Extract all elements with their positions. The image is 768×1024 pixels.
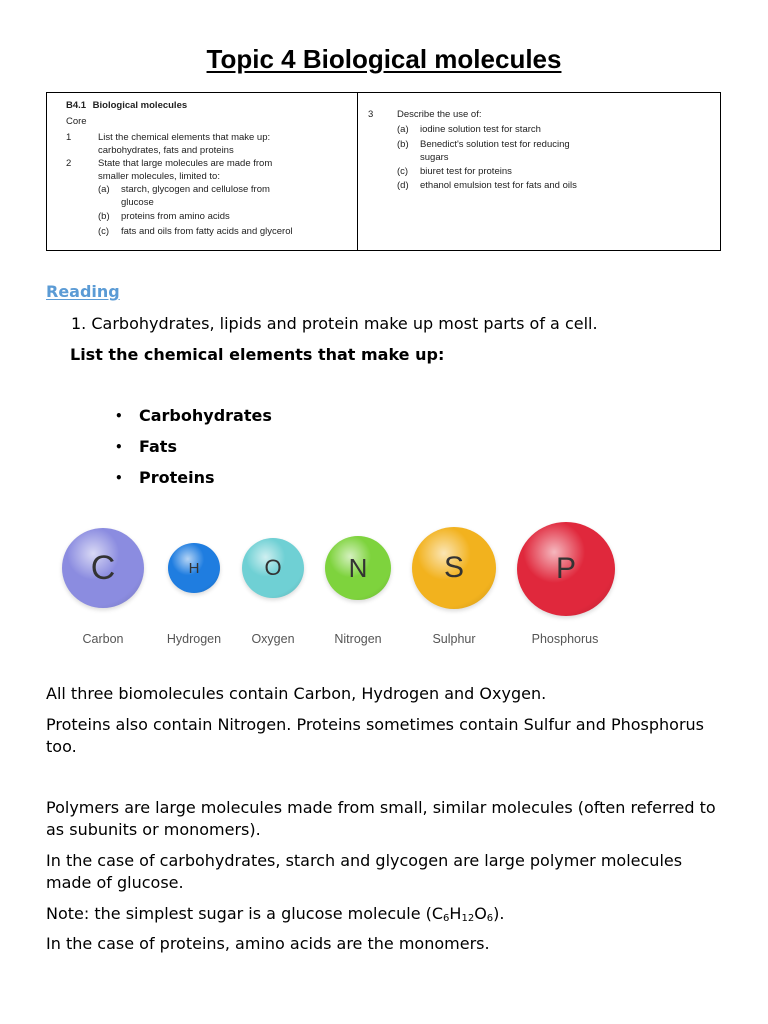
oxygen-label: Oxygen (251, 632, 295, 646)
phosphorus-atom-icon: P (517, 522, 615, 616)
syllabus-item: 3 Describe the use of: (368, 109, 482, 120)
syllabus-subitem: (c) biuret test for proteins (397, 166, 512, 177)
paragraph-glucose-note: Note: the simplest sugar is a glucose molecule $(C_6H_{12}O_6)$. (46, 904, 505, 924)
syllabus-heading (66, 100, 187, 111)
syllabus-table (46, 92, 721, 251)
hydrogen-atom-icon: H (168, 543, 220, 593)
list-item: • Fats (110, 435, 272, 466)
paragraph-biomolecules: All three biomolecules contain Carbon, Hydrogen and Oxygen. (46, 684, 547, 703)
carbon-atom-icon: C (62, 528, 144, 608)
list-heading: List the chemical elements that make up: (70, 345, 445, 364)
bullet-icon: • (115, 471, 123, 485)
syllabus-subitem: (c) fats and oils from fatty acids and glycerol (98, 226, 293, 237)
bullet-icon: • (115, 409, 123, 423)
question-1: 1. Carbohydrates, lipids and protein make up most parts of a cell. (71, 314, 598, 333)
paragraph-polymers: Polymers are large molecules made from small, similar molecules (often referred to as subunits or monomers). (46, 798, 716, 839)
syllabus-subitem: (a) starch, glycogen and cellulose from glucose (98, 184, 270, 208)
syllabus-subitem: (b) Benedict's solution test for reducing sugars (397, 139, 570, 163)
sulphur-atom-icon: S (412, 527, 496, 609)
paragraph-amino-acids: In the case of proteins, amino acids are the monomers. (46, 934, 490, 953)
syllabus-subitem: (d) ethanol emulsion test for fats and oils (397, 180, 577, 191)
syllabus-supplement-column (358, 93, 720, 250)
hydrogen-label: Hydrogen (166, 632, 222, 646)
syllabus-core-column (47, 93, 358, 250)
list-item: • Proteins (110, 466, 272, 497)
elements-figure (0, 515, 768, 655)
sulphur-label: Sulphur (432, 632, 476, 646)
carbon-label: Carbon (82, 632, 124, 646)
page-title: Topic 4 Biological molecules (206, 44, 562, 74)
bullet-icon: • (115, 440, 123, 454)
syllabus-title: Biological molecules (92, 100, 188, 111)
oxygen-atom-icon: O (242, 538, 304, 598)
paragraph-carbohydrates: In the case of carbohydrates, starch and glycogen are large polymer molecules made of glucose. (46, 851, 683, 892)
syllabus-subitem: (a) iodine solution test for starch (397, 124, 541, 135)
syllabus-item: 1 List the chemical elements that make up: carbohydrates, fats and proteins (66, 132, 271, 156)
nitrogen-label: Nitrogen (334, 632, 382, 646)
nitrogen-atom-icon: N (325, 536, 391, 600)
syllabus-code: B4.1 (66, 100, 87, 111)
syllabus-item: 2 State that large molecules are made from smaller molecules, limited to: (66, 158, 273, 182)
paragraph-proteins: Proteins also contain Nitrogen. Proteins sometimes contain Sulfur and Phosphorus too. (46, 715, 704, 756)
reading-heading: Reading (46, 282, 120, 301)
syllabus-core-label: Core (66, 116, 87, 127)
phosphorus-label: Phosphorus (531, 632, 599, 646)
syllabus-subitem: (b) proteins from amino acids (98, 211, 230, 222)
biomolecule-list (110, 404, 272, 497)
list-item: • Carbohydrates (110, 404, 272, 435)
